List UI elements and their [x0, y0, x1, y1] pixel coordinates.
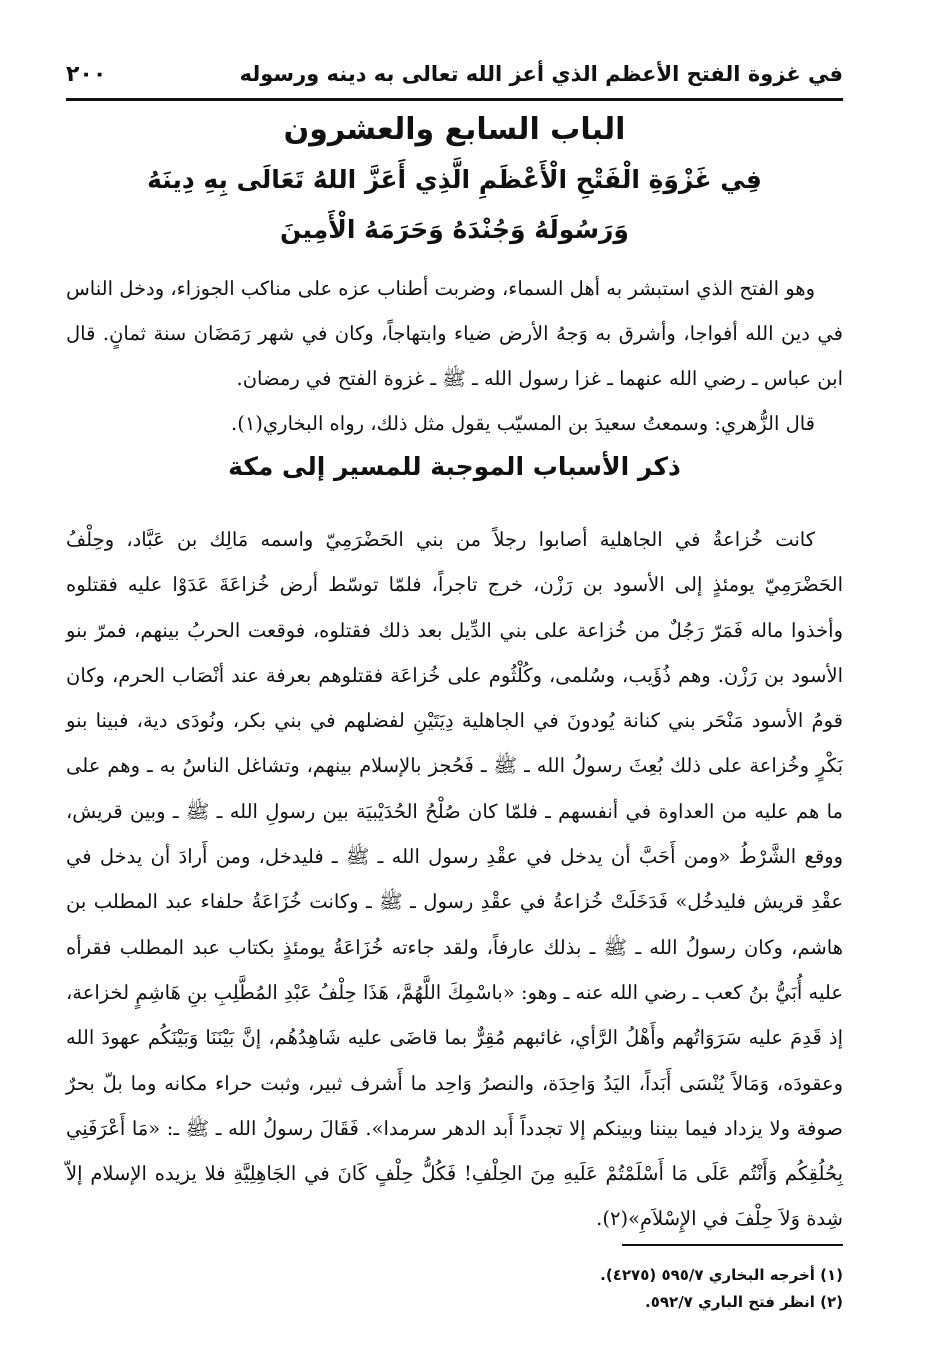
intro-paragraph-1: وهو الفتح الذي استبشر به أهل السماء، وضربت أطناب عزه على مناكب الجوزاء، ودخل الناس في دين الله أفواجا، وأشرق به وَجهُ الأرض ضياء وابتهاجاً، وكان في شهر رَمَضَان سنة ثمانٍ. قال ابن عباس ـ رضي الله عنهما ـ غزا رسول الله ـ ﷺ ـ غزوة الفتح في رمضان.: [66, 277, 843, 390]
intro-paragraph-2: قال الزُّهري: وسمعتُ سعيدَ بن المسيّب يقول مثل ذلك، رواه البخاري(١).: [231, 412, 815, 435]
section-paragraph-1: كانت خُزاعةُ في الجاهلية أصابوا رجلاً من بني الحَضْرَمِيّ واسمه مَالِك بن عَبَّاد، وحِلْفُ الحَضْرَمِيّ يومئذٍ إلى الأسود بن رَزْن، خرج تاجراً، فلمّا توسّط أرض خُزاعَةَ عَدَوْا عليه فقتلوه وأخذوا ماله فَمَرّ رَجُلٌ من خُزاعة على بني الدِّيل بعد ذلك فقتلوه، فوقعت الحربُ بينهم، فمرّ بنو الأسود بن رَزْن. وهم ذُؤَيب، وسُلمى، وكُلْثُوم على خُزاعَة فقتلوهم بعرفة عند أنْصَاب الحرم، وكان قومُ الأسود مَنْحَر بني كنانة يُودونَ في الجاهلية دِيَتَيْنِ لفضلهم في بني بكر، ونُودَى دية، فبينا بنو بَكْرٍ وخُزاعة على ذلك بُعِثَ رسولُ الله ـ ﷺ ـ فَحُجز بالإسلام بينهم، وتشاغل الناسُ به ـ وهم على ما هم عليه من العداوة في أنفسهم ـ فلمّا كان صُلْحُ الحُدَيْبيَة بين رسولِ الله ـ ﷺ ـ وبين قريش، ووقع الشَّرْطُ «ومن أَحَبَّ أن يدخل في عقْدِ رسول الله ـ ﷺ ـ فليدخل، ومن أَرادَ أن يدخل في عقْدِ قريش فليدخُل» فَدَخَلَتْ خُزاعةُ في عقْدِ رسول ـ ﷺ ـ وكانت خُزَاعَةُ حلفاء عبد المطلب بن هاشم، وكان رسولُ الله ـ ﷺ ـ بذلك عارفاً، ولقد جاءته خُزَاعَةُ يومئذٍ بكتاب عبد المطلب فقرأه عليه أُبَيُّ بنُ كعب ـ رضي الله عنه ـ وهو: «باسْمِكَ اللَّهُمَّ، هَذَا حِلْفُ عَبْدِ المُطَّلِبِ بنِ هَاشِمٍ لخزاعة، إذ قَدِمَ عليه سَرَوَاتُهم وأَهْلُ الرَّأي، غائبهم مُقِرٌّ بما قاضَى عليه شَاهِدُهُم، إنَّ بَيْنَنَا وَبَيْنَكُم عهودَ الله وعقودَه، وَمَالاً يُنْسَى أَبَداً، اليَدُ وَاحِدَة، والنصرُ وَاحِد ما أَشرف ثبير، وثبت حراء مكانه وما بلّ بحرٌ صوفة ولا يزداد فيما بيننا وبينكم إلا تجدداً أَبد الدهر سرمدا». فَقَالَ رسولُ الله ـ ﷺ ـ: «مَا أَعْرَفَنِي بِحُلُقِكُم وَأَنْتُم عَلَى مَا أَسْلَمْتُمْ عَلَيهِ مِنَ الحِلْفِ! فَكُلُّ حِلْفٍ كَانَ في الجَاهِلِيَّةِ فلا يزيده الإسلام إلاّ شِدة وَلاَ حِلْفَ في الإِسْلاَمِ»(٢).: [66, 528, 843, 1231]
footnote-2: (٢) انظر فتح الباري ٥٩٢/٧.: [645, 1293, 843, 1311]
footnote-1: (١) أخرجه البخاري ٥٩٥/٧ (٤٢٧٥).: [600, 1266, 843, 1284]
running-title: في غزوة الفتح الأعظم الذي أعز الله تعالى به دينه ورسوله: [239, 62, 843, 86]
chapter-subtitle-line-2: وَرَسُولَهُ وَجُنْدَهُ وَحَرَمَهُ الْأَمِينَ: [280, 215, 629, 244]
intro-text: [66, 266, 843, 446]
chapter-title: الباب السابع والعشرون: [283, 112, 626, 147]
running-header: [66, 52, 843, 101]
section-text: [66, 517, 843, 1242]
page-number: ٢٠٠: [66, 62, 107, 87]
footnotes: [66, 1262, 843, 1316]
chapter-subtitle-line-1: فِي غَزْوَةِ الْفَتْحِ الْأَعْظَمِ الَّذِي أَعَزَّ اللهُ تَعَالَى بِهِ دِينَهُ: [147, 165, 762, 194]
section-title: ذكر الأسباب الموجبة للمسير إلى مكة: [228, 452, 681, 481]
footnote-divider: [622, 1244, 843, 1246]
